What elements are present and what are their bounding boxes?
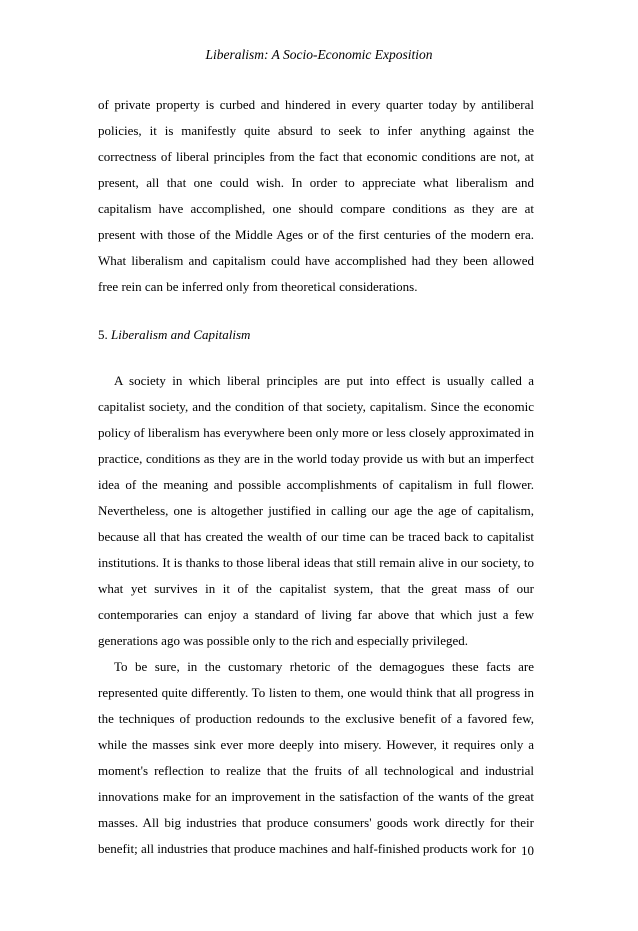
section-number: 5. bbox=[98, 327, 108, 342]
carryover-paragraph: of private property is curbed and hindered in every quarter today by antiliberal policies, it is manifestly quite absurd to seek to infer anything against the correctness of liberal principles from the fact that economic conditions are not, at present, all that one could wish. In order to appreciate what liberalism and capitalism have accomplished, one should compare conditions as they are at present with those of the Middle Ages or of the first centuries of the modern era. What liberalism and capitalism could have accomplished had they been allowed free rein can be inferred only from theoretical considerations. bbox=[98, 97, 534, 294]
opening-text-block bbox=[98, 92, 534, 300]
section-text-block bbox=[98, 368, 534, 862]
section-heading bbox=[98, 322, 250, 348]
page-number: 10 bbox=[521, 843, 534, 858]
section-title: Liberalism and Capitalism bbox=[111, 327, 251, 342]
running-header: Liberalism: A Socio-Economic Exposition bbox=[205, 47, 433, 62]
section-paragraph-one: A society in which liberal principles are put into effect is usually called a capitalist society, and the condition of that society, capitalism. Since the economic policy of liberalism has everywhere been only more or less closely approximated in practice, conditions as they are in the world today provide us with but an imperfect idea of the meaning and possible accomplishments of capitalism in full flower. Nevertheless, one is altogether justified in calling our age the age of capitalism, because all that has created the wealth of our time can be traced back to capitalist institutions. It is thanks to those liberal ideas that still remain alive in our society, to what yet survives in it of the capitalist system, that the great mass of our contemporaries can enjoy a standard of living far above that which just a few generations ago was possible only to the rich and especially privileged. bbox=[98, 373, 534, 648]
section-paragraph-two: To be sure, in the customary rhetoric of the demagogues these facts are represented quite differently. To listen to them, one would think that all progress in the techniques of production redounds to the exclusive benefit of a favored few, while the masses sink ever more deeply into misery. However, it requires only a moment's reflection to realize that the fruits of all technological and industrial innovations make for an improvement in the satisfaction of the wants of the great masses. All big industries that produce consumers' goods work directly for their benefit; all industries that produce machines and half-finished products work for bbox=[98, 659, 534, 856]
